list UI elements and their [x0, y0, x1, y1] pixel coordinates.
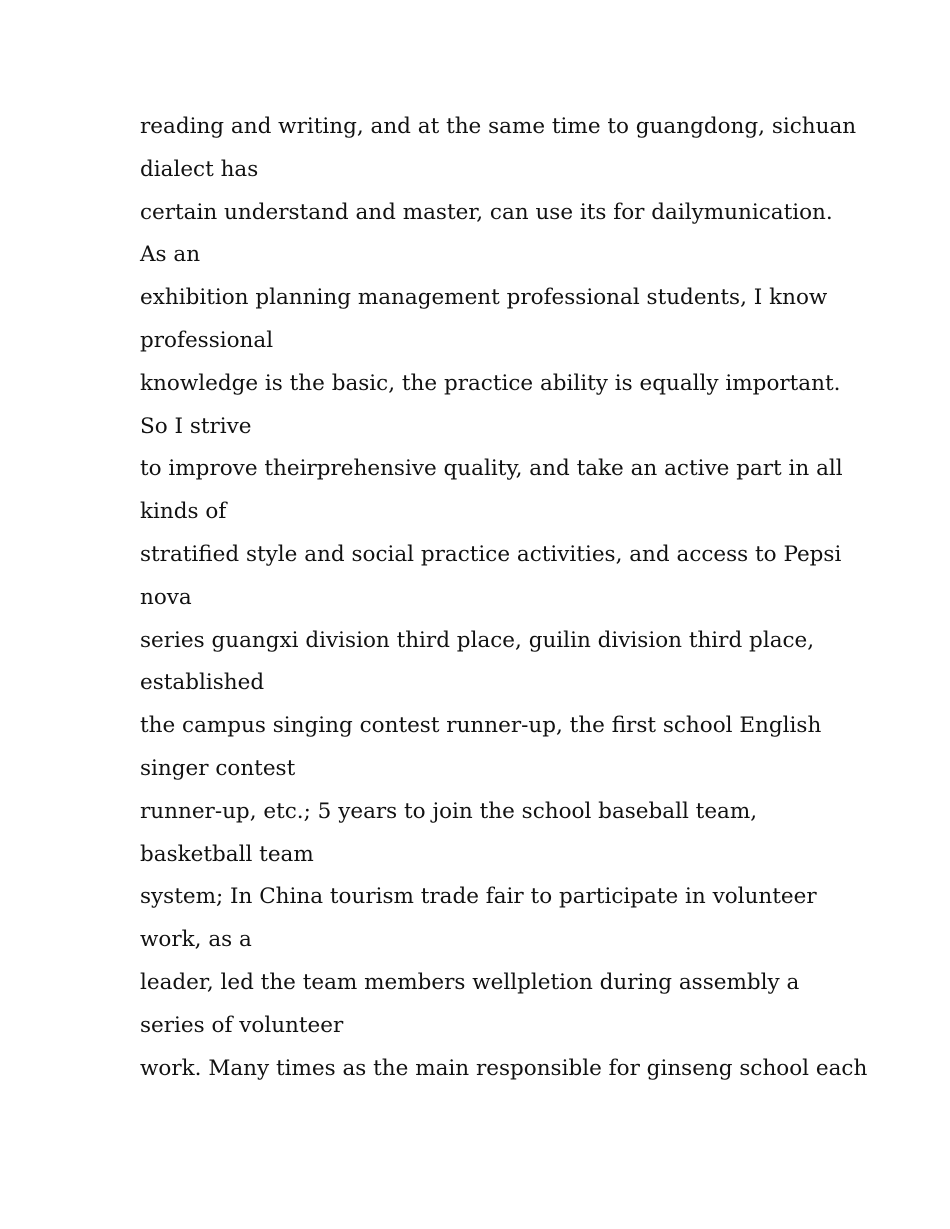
- text-line: certain understand and master, can use its for dailymunication.: [140, 199, 833, 225]
- text-line: nova: [140, 584, 192, 610]
- text-line: work, as a: [140, 927, 252, 953]
- text-line: leader, led the team members wellpletion during assembly a: [140, 969, 800, 995]
- text-line: runner-up, etc.; 5 years to join the school baseball team,: [140, 798, 758, 824]
- text-line: reading and writing, and at the same time to guangdong, sichuan: [140, 114, 857, 139]
- text-line: singer contest: [140, 755, 296, 781]
- text-line: So I strive: [140, 413, 252, 439]
- text-line: the campus singing contest runner-up, the first school English: [140, 713, 822, 739]
- text-line: knowledge is the basic, the practice ability is equally important.: [140, 370, 841, 396]
- text-line: professional: [140, 327, 274, 353]
- text-line: As an: [140, 242, 201, 268]
- text-line: system; In China tourism trade fair to participate in volunteer: [140, 884, 817, 910]
- text-line: exhibition planning management professional students, I know: [140, 285, 828, 311]
- text-line: to improve theirprehensive quality, and take an active part in all: [140, 456, 843, 482]
- text-line: stratified style and social practice activities, and access to Pepsi: [140, 541, 842, 567]
- text-line: kinds of: [140, 499, 227, 525]
- text-line: established: [140, 670, 265, 696]
- text-line: series guangxi division third place, guilin division third place,: [140, 627, 815, 653]
- text-line: series of volunteer: [140, 1012, 344, 1038]
- body-text: [140, 106, 868, 1090]
- text-line: basketball team: [140, 841, 314, 867]
- text-line: work. Many times as the main responsible for ginseng school each: [140, 1055, 868, 1081]
- text-line: dialect has: [140, 156, 259, 182]
